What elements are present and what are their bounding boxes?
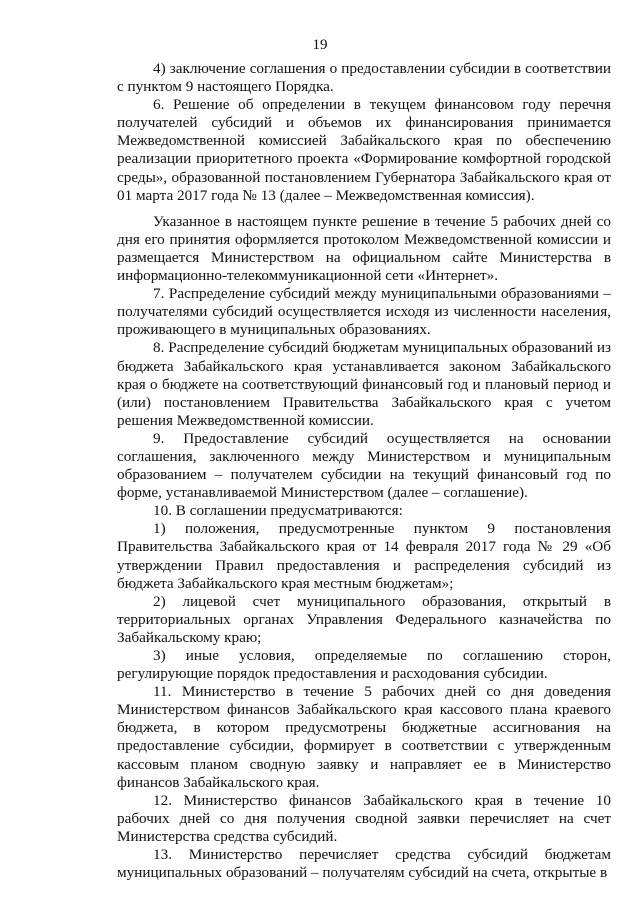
paragraph-12: 12. Министерство финансов Забайкальского края в течение 10 рабочих дней со дня получения сводной заявки перечисляет на счет Министерства средства субсидий. <box>117 791 611 845</box>
paragraph-6: 6. Решение об определении в текущем финансовом году перечня получателей субсидий и объемов их финансирования принимается Межведомственной комиссией Забайкальского края по обеспечению реализации приоритетного проекта «Формирование комфортной городской среды», образованной постановлением Губернатора Забайкальского края от 01 марта 2017 года № 13 (далее – Межведомственная комиссия). <box>117 96 611 204</box>
document-body <box>117 60 611 882</box>
paragraph-13: 13. Министерство перечисляет средства субсидий бюджетам муниципальных образований – получателям субсидий на счета, открытые в <box>117 846 611 882</box>
paragraph-6-continued: Указанное в настоящем пункте решение в течение 5 рабочих дней со дня его принятия оформляется протоколом Межведомственной комиссии и размещается Министерством на официальном сайте Министерства в информационно-телекоммуникационной сети «Интернет». <box>117 212 611 285</box>
paragraph-10-item-2: 2) лицевой счет муниципального образования, открытый в территориальных органах Управления Федерального казначейства по Забайкальскому краю; <box>117 592 611 646</box>
paragraph-7: 7. Распределение субсидий между муниципальными образованиями – получателями субсидий осуществляется исходя из численности населения, проживающего в муниципальных образованиях. <box>117 285 611 339</box>
paragraph-10: 10. В соглашении предусматриваются: <box>153 502 403 520</box>
page-number: 19 <box>312 37 328 53</box>
paragraph-9: 9. Предоставление субсидий осуществляется на основании соглашения, заключенного между Министерством и муниципальным образованием – получателем субсидии на текущий финансовый год по форме, устанавливаемой Министерством (далее – соглашение). <box>117 429 611 502</box>
paragraph-4-item-4: 4) заключение соглашения о предоставлении субсидии в соответствии с пунктом 9 настоящего Порядка. <box>117 60 611 96</box>
paragraph-11: 11. Министерство в течение 5 рабочих дней со дня доведения Министерством финансов Забайкальского края кассового плана краевого бюджета, в котором предусмотрены бюджетные ассигнования на предоставление субсидии, формирует в соответствии с утвержденным кассовым планом сводную заявку и направляет ее в Министерство финансов Забайкальского края. <box>117 683 611 791</box>
paragraph-10-item-1: 1) положения, предусмотренные пунктом 9 постановления Правительства Забайкальского края от 14 февраля 2017 года № 29 «Об утверждении Правил предоставления и распределения субсидий из бюджета Забайкальского края местным бюджетам»; <box>117 520 611 592</box>
paragraph-10-item-3: 3) иные условия, определяемые по соглашению сторон, регулирующие порядок предоставления и расходования субсидии. <box>117 647 611 683</box>
paragraph-8: 8. Распределение субсидий бюджетам муниципальных образований из бюджета Забайкальского края устанавливается законом Забайкальского края о бюджете на соответствующий финансовый год и плановый период и (или) постановлением Правительства Забайкальского края с учетом решения Межведомственной комиссии. <box>117 339 611 429</box>
